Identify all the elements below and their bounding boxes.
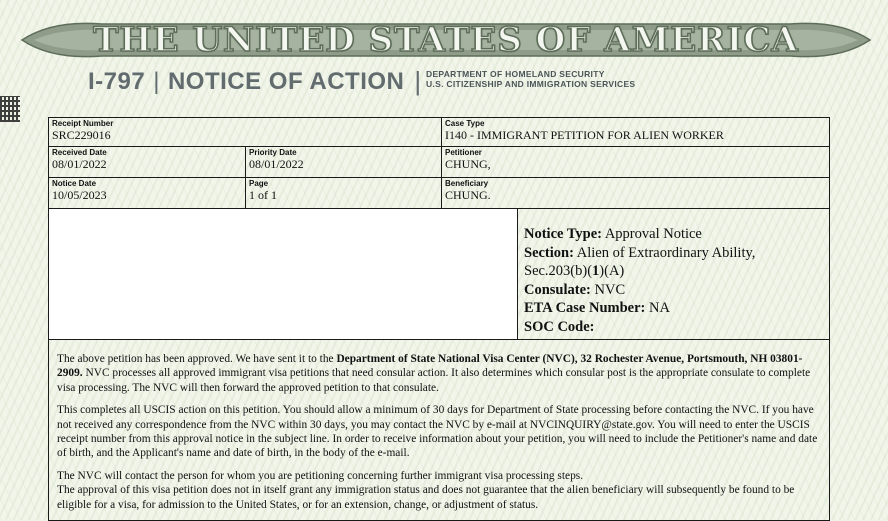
body-text-span: The NVC will contact the person for whom you are petitioning concerning further immigrant visa processing steps.	[57, 469, 584, 482]
form-row-2	[49, 147, 829, 178]
form-title: NOTICE OF ACTION	[167, 67, 405, 95]
priority-date-label: Priority Date	[249, 148, 297, 157]
body-text-span: The approval of this visa petition does not in itself grant any immigration status and does not guarantee that the alien beneficiary will subsequently be found to be eligible for a visa, for admission to the United States, or for an extension, change, or adjustment of status.	[57, 484, 795, 511]
notice-type-value: Approval Notice	[604, 226, 702, 242]
petitioner-cell	[441, 147, 829, 177]
barcode-icon	[0, 96, 20, 122]
notice-details	[517, 209, 829, 339]
beneficiary-cell	[441, 178, 829, 208]
eta-label: ETA Case Number:	[524, 300, 646, 316]
heading-separator: |	[414, 66, 422, 96]
form-row-3	[49, 178, 829, 209]
section-value: Alien of Extraordinary Ability,	[576, 244, 756, 261]
notice-date-label: Notice Date	[52, 179, 97, 188]
soc-line	[524, 318, 829, 337]
section-line	[524, 244, 829, 263]
priority-date-cell	[245, 147, 441, 177]
petitioner-value: CHUNG,	[445, 157, 491, 171]
received-date-cell	[49, 147, 245, 177]
body-paragraph-2: This completes all USCIS action on this petition. You should allow a minimum of 30 days for Department of State processing before contacting the NVC. If you have not received any correspondence from the NVC within 30 days, you may contact the NVC by e-mail at NVCINQUIRY@state.gov. You will need to enter the USCIS receipt number from this approval notice in the subject line. In order to receive information about your petition, you will need to include the Petitioner's name and date of birth, and the Applicant's name and date of birth, in the body of the e-mail.	[57, 404, 818, 460]
form-id: I-797	[88, 67, 146, 95]
receipt-number-cell	[49, 118, 441, 146]
consulate-value: NVC	[594, 281, 626, 298]
banner-title: THE UNITED STATES OF AMERICA	[93, 20, 799, 60]
body-paragraph-3	[57, 469, 823, 512]
received-date-label: Received Date	[52, 148, 107, 157]
priority-date-value: 08/01/2022	[249, 157, 304, 171]
section-code-part: Sec.203(b)(	[524, 263, 593, 279]
received-date-value: 08/01/2022	[52, 157, 107, 171]
form-row-1	[49, 118, 829, 147]
department-line-1: DEPARTMENT OF HOMELAND SECURITY	[426, 69, 605, 79]
case-type-value: I140 - IMMIGRANT PETITION FOR ALIEN WORKER	[445, 128, 724, 142]
notice-date-cell	[49, 178, 245, 208]
section-code-line	[524, 262, 829, 281]
address-block-redacted	[49, 209, 517, 339]
soc-label: SOC Code:	[524, 318, 595, 335]
page-value: 1 of 1	[249, 188, 277, 202]
nvc-address: Department of State National Visa Center (NVC), 32 Rochester Avenue, Portsmouth, NH 03801-2909.	[57, 353, 803, 380]
consulate-label: Consulate:	[524, 281, 591, 298]
notice-type-label: Notice Type:	[524, 226, 602, 242]
beneficiary-label: Beneficiary	[445, 179, 489, 188]
notice-body	[49, 340, 829, 520]
section-label: Section:	[524, 244, 574, 261]
department-line-2: U.S. CITIZENSHIP AND IMMIGRATION SERVICES	[426, 79, 636, 89]
eta-value: NA	[649, 300, 670, 316]
body-paragraph-1	[57, 352, 823, 395]
form-heading	[88, 66, 430, 97]
notice-date-value: 10/05/2023	[52, 188, 107, 202]
section-code-part: )(A)	[599, 263, 625, 279]
body-text-span: NVC processes all approved immigrant visa petitions that need consular action. It also determines which consular post is the appropriate consulate to complete visa processing. The NVC will then forward the approved petition to that consulate.	[57, 367, 811, 394]
petitioner-label: Petitioner	[445, 148, 482, 157]
beneficiary-value: CHUNG.	[445, 188, 491, 202]
eta-line	[524, 299, 829, 318]
consulate-line	[524, 281, 829, 300]
body-text-span: The above petition has been approved. We have sent it to the	[57, 353, 337, 365]
case-type-label: Case Type	[445, 119, 485, 128]
page-cell	[245, 178, 441, 208]
receipt-number-value: SRC229016	[52, 128, 111, 142]
banner	[12, 16, 880, 64]
heading-separator: |	[153, 67, 160, 95]
notice-type-line	[524, 225, 829, 244]
case-type-cell	[441, 118, 829, 146]
department-block	[426, 69, 635, 89]
receipt-number-label: Receipt Number	[52, 119, 114, 128]
address-and-notice-row	[49, 209, 829, 340]
notice-form	[48, 117, 830, 521]
section-code-bold: 1	[592, 263, 600, 279]
page-label: Page	[249, 179, 269, 188]
